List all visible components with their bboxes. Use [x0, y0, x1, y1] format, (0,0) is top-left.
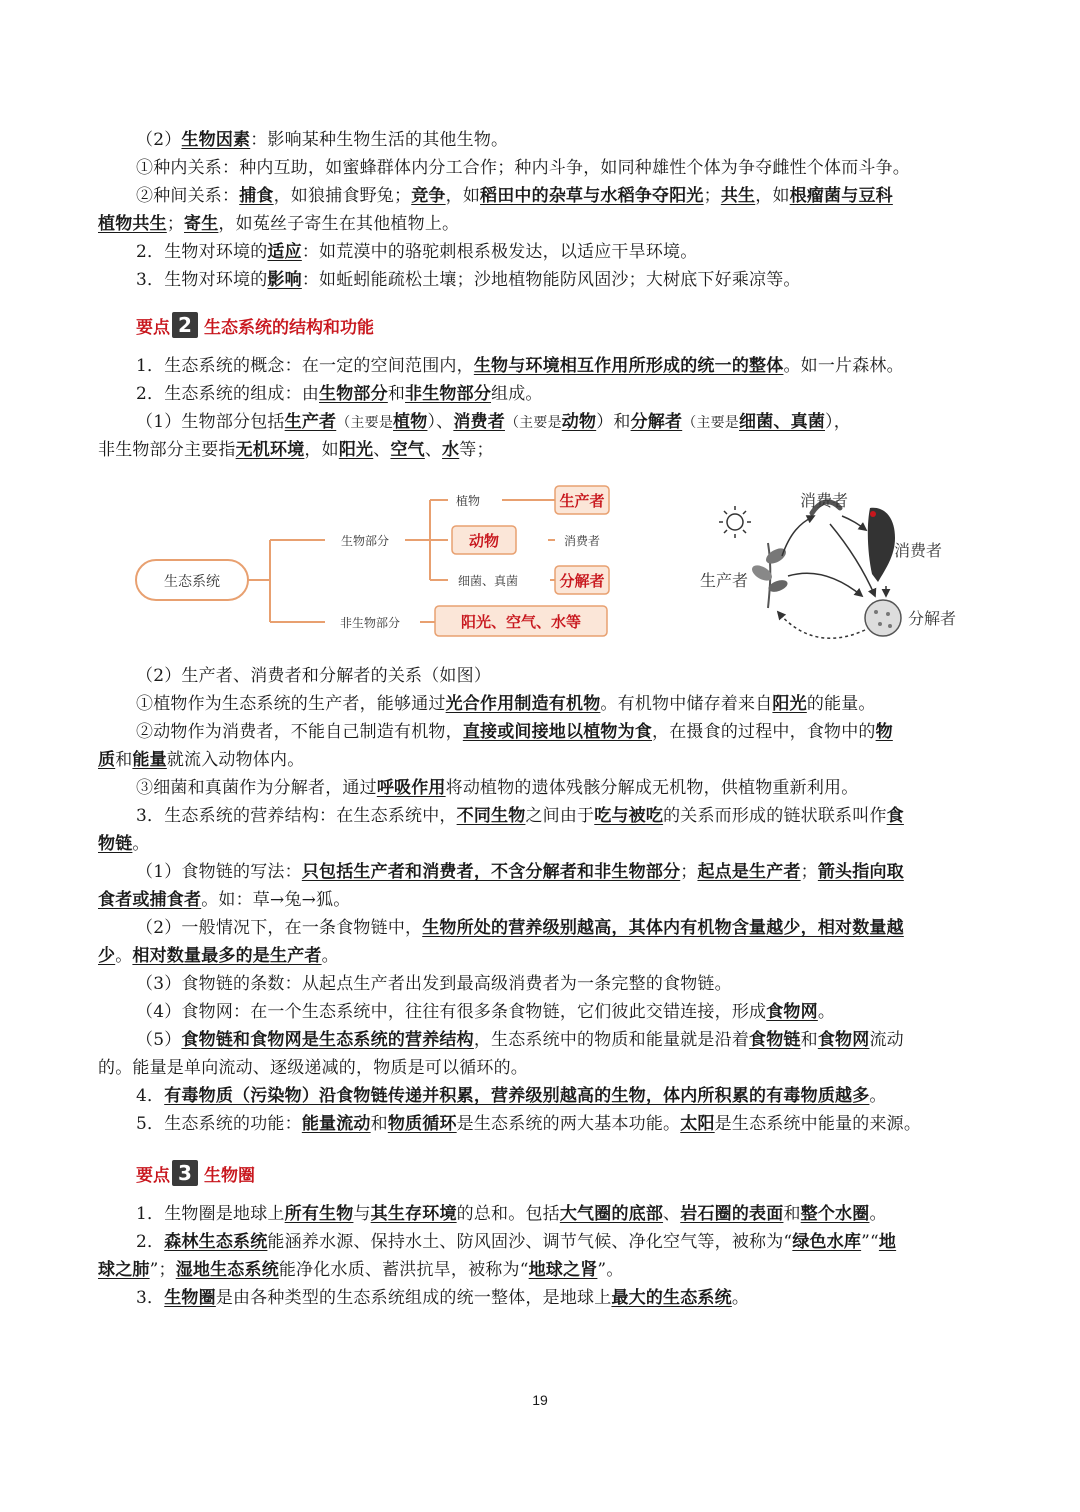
- cycle-producer: 生产者: [700, 571, 749, 590]
- consumer-line-cont: 质和能量就流入动物体内。: [98, 750, 305, 770]
- relationship-heading-line: （2）生产者、消费者和分解者的关系（如图）: [136, 666, 492, 686]
- abiotic-label: 阳光、空气、水等: [460, 613, 582, 631]
- function-line: 5．生态系统的功能：能量流动和物质循环是生态系统的两大基本功能。太阳是生态系统中能量的来源。: [136, 1114, 922, 1134]
- producer-line: ①植物作为生态系统的生产者，能够通过光合作用制造有机物。有机物中储存着来自阳光的能量。: [136, 694, 876, 714]
- biotic-factor-line: （2）生物因素：影响某种生物生活的其他生物。: [136, 130, 509, 150]
- food-web-line: （4）食物网：在一个生态系统中，往往有很多条食物链，它们彼此交错连接，形成食物网。: [136, 1002, 836, 1022]
- trophic-structure-line: 3．生态系统的营养结构：在生态系统中，不同生物之间由于吃与被吃的关系而形成的链状联系叫作食: [136, 806, 904, 826]
- cycle-consumer-right: 消费者: [894, 541, 943, 560]
- influence-line: 3．生物对环境的影响：如蚯蚓能疏松土壤；沙地植物能防风固沙；大树底下好乘凉等。: [136, 270, 801, 290]
- bacteria-label: 细菌、真菌: [457, 574, 519, 588]
- trophic-level-line-cont: 少。相对数量最多的是生产者。: [98, 946, 339, 966]
- ecosystem-tree-diagram: [130, 482, 620, 642]
- page-number: 19: [532, 1392, 548, 1408]
- biotic-parts-line: （1）生物部分包括生产者（主要是植物）、消费者（主要是动物）和分解者（主要是细菌、真菌），: [136, 412, 851, 432]
- food-chain-count-line: （3）食物链的条数：从起点生产者出发到最高级消费者为一条完整的食物链。: [136, 974, 732, 994]
- nutrition-structure-line: （5）食物链和食物网是生态系统的营养结构，生态系统中的物质和能量就是沿着食物链和食物网流动: [136, 1030, 904, 1050]
- biosphere-def-line: 1．生物圈是地球上所有生物与其生存环境的总和。包括大气圈的底部、岩石圈的表面和整个水圈。: [136, 1204, 887, 1224]
- producer-label: 生产者: [559, 492, 605, 510]
- decomposer-icon: [865, 600, 901, 636]
- food-chain-rule-line-cont: 食者或捕食者。如：草→兔→狐。: [98, 890, 351, 910]
- section-heading-3: 要点 3 生物圈: [136, 1161, 255, 1186]
- sun-icon: [719, 506, 751, 538]
- plant-label: 植物: [455, 494, 481, 508]
- cycle-diagram: [690, 478, 1000, 648]
- consumer-label: 消费者: [563, 534, 601, 548]
- adaptation-line: 2．生物对环境的适应：如荒漠中的骆驼刺根系极发达，以适应干旱环境。: [136, 242, 698, 262]
- trophic-level-line: （2）一般情况下，在一条食物链中，生物所处的营养级别越高，其体内有机物含量越少，相对数量越: [136, 918, 904, 938]
- toxin-line: 4．有毒物质（污染物）沿食物链传递并积累，营养级别越高的生物，体内所积累的有毒物质越多。: [136, 1086, 887, 1106]
- interspecific-line: ②种间关系：捕食，如狼捕食野兔；竞争，如稻田中的杂草与水稻争夺阳光；共生，如根瘤菌与豆科: [136, 186, 893, 206]
- food-chain-rule-line: （1）食物链的写法：只包括生产者和消费者，不含分解者和非生物部分；起点是生产者；箭头指向取: [136, 862, 904, 882]
- forest-ecosystem-line: 2．森林生态系统能涵养水源、保持水土、防风固沙、调节气候、净化空气等，被称为“绿色水库”“地: [136, 1232, 897, 1252]
- animal-label: 动物: [468, 532, 500, 550]
- intraspecific-line: ①种内关系：种内互助，如蜜蜂群体内分工合作；种内斗争，如同种雄性个体为争夺雌性个体而斗争。: [136, 158, 910, 178]
- consumer-line: ②动物作为消费者，不能自己制造有机物，直接或间接地以植物为食，在摄食的过程中，食物中的物: [136, 722, 893, 742]
- cycle-decomposer: 分解者: [908, 609, 957, 628]
- forest-ecosystem-line-cont: 球之肺”；湿地生态系统能净化水质、蓄洪抗旱，被称为“地球之肾”。: [98, 1260, 624, 1280]
- trophic-structure-line-cont: 物链。: [98, 834, 150, 854]
- section-heading-2: 要点 2 生态系统的结构和功能: [136, 313, 374, 338]
- interspecific-line-cont: 植物共生；寄生，如菟丝子寄生在其他植物上。: [98, 214, 460, 234]
- decomposer-line: ③细菌和真菌作为分解者，通过呼吸作用将动植物的遗体残骸分解成无机物，供植物重新利用。: [136, 778, 859, 798]
- root-label: 生态系统: [164, 574, 220, 590]
- ecosystem-composition-line: 2．生态系统的组成：由生物部分和非生物部分组成。: [136, 384, 543, 404]
- biosphere-largest-line: 3．生物圈是由各种类型的生态系统组成的统一整体，是地球上最大的生态系统。: [136, 1288, 750, 1308]
- ecosystem-concept-line: 1．生态系统的概念：在一定的空间范围内，生物与环境相互作用所形成的统一的整体。如一片森林。: [136, 356, 904, 376]
- decomposer-label: 分解者: [559, 572, 605, 590]
- nutrition-structure-line-cont: 的。能量是单向流动、逐级递减的，物质是可以循环的。: [98, 1058, 528, 1078]
- bio-label: 生物部分: [340, 534, 390, 548]
- cycle-consumer-top: 消费者: [800, 491, 849, 510]
- abiotic-parts-line: 非生物部分主要指无机环境，如阳光、空气、水等；: [98, 440, 494, 460]
- nonbio-label: 非生物部分: [339, 616, 401, 630]
- bird-icon: [868, 508, 895, 582]
